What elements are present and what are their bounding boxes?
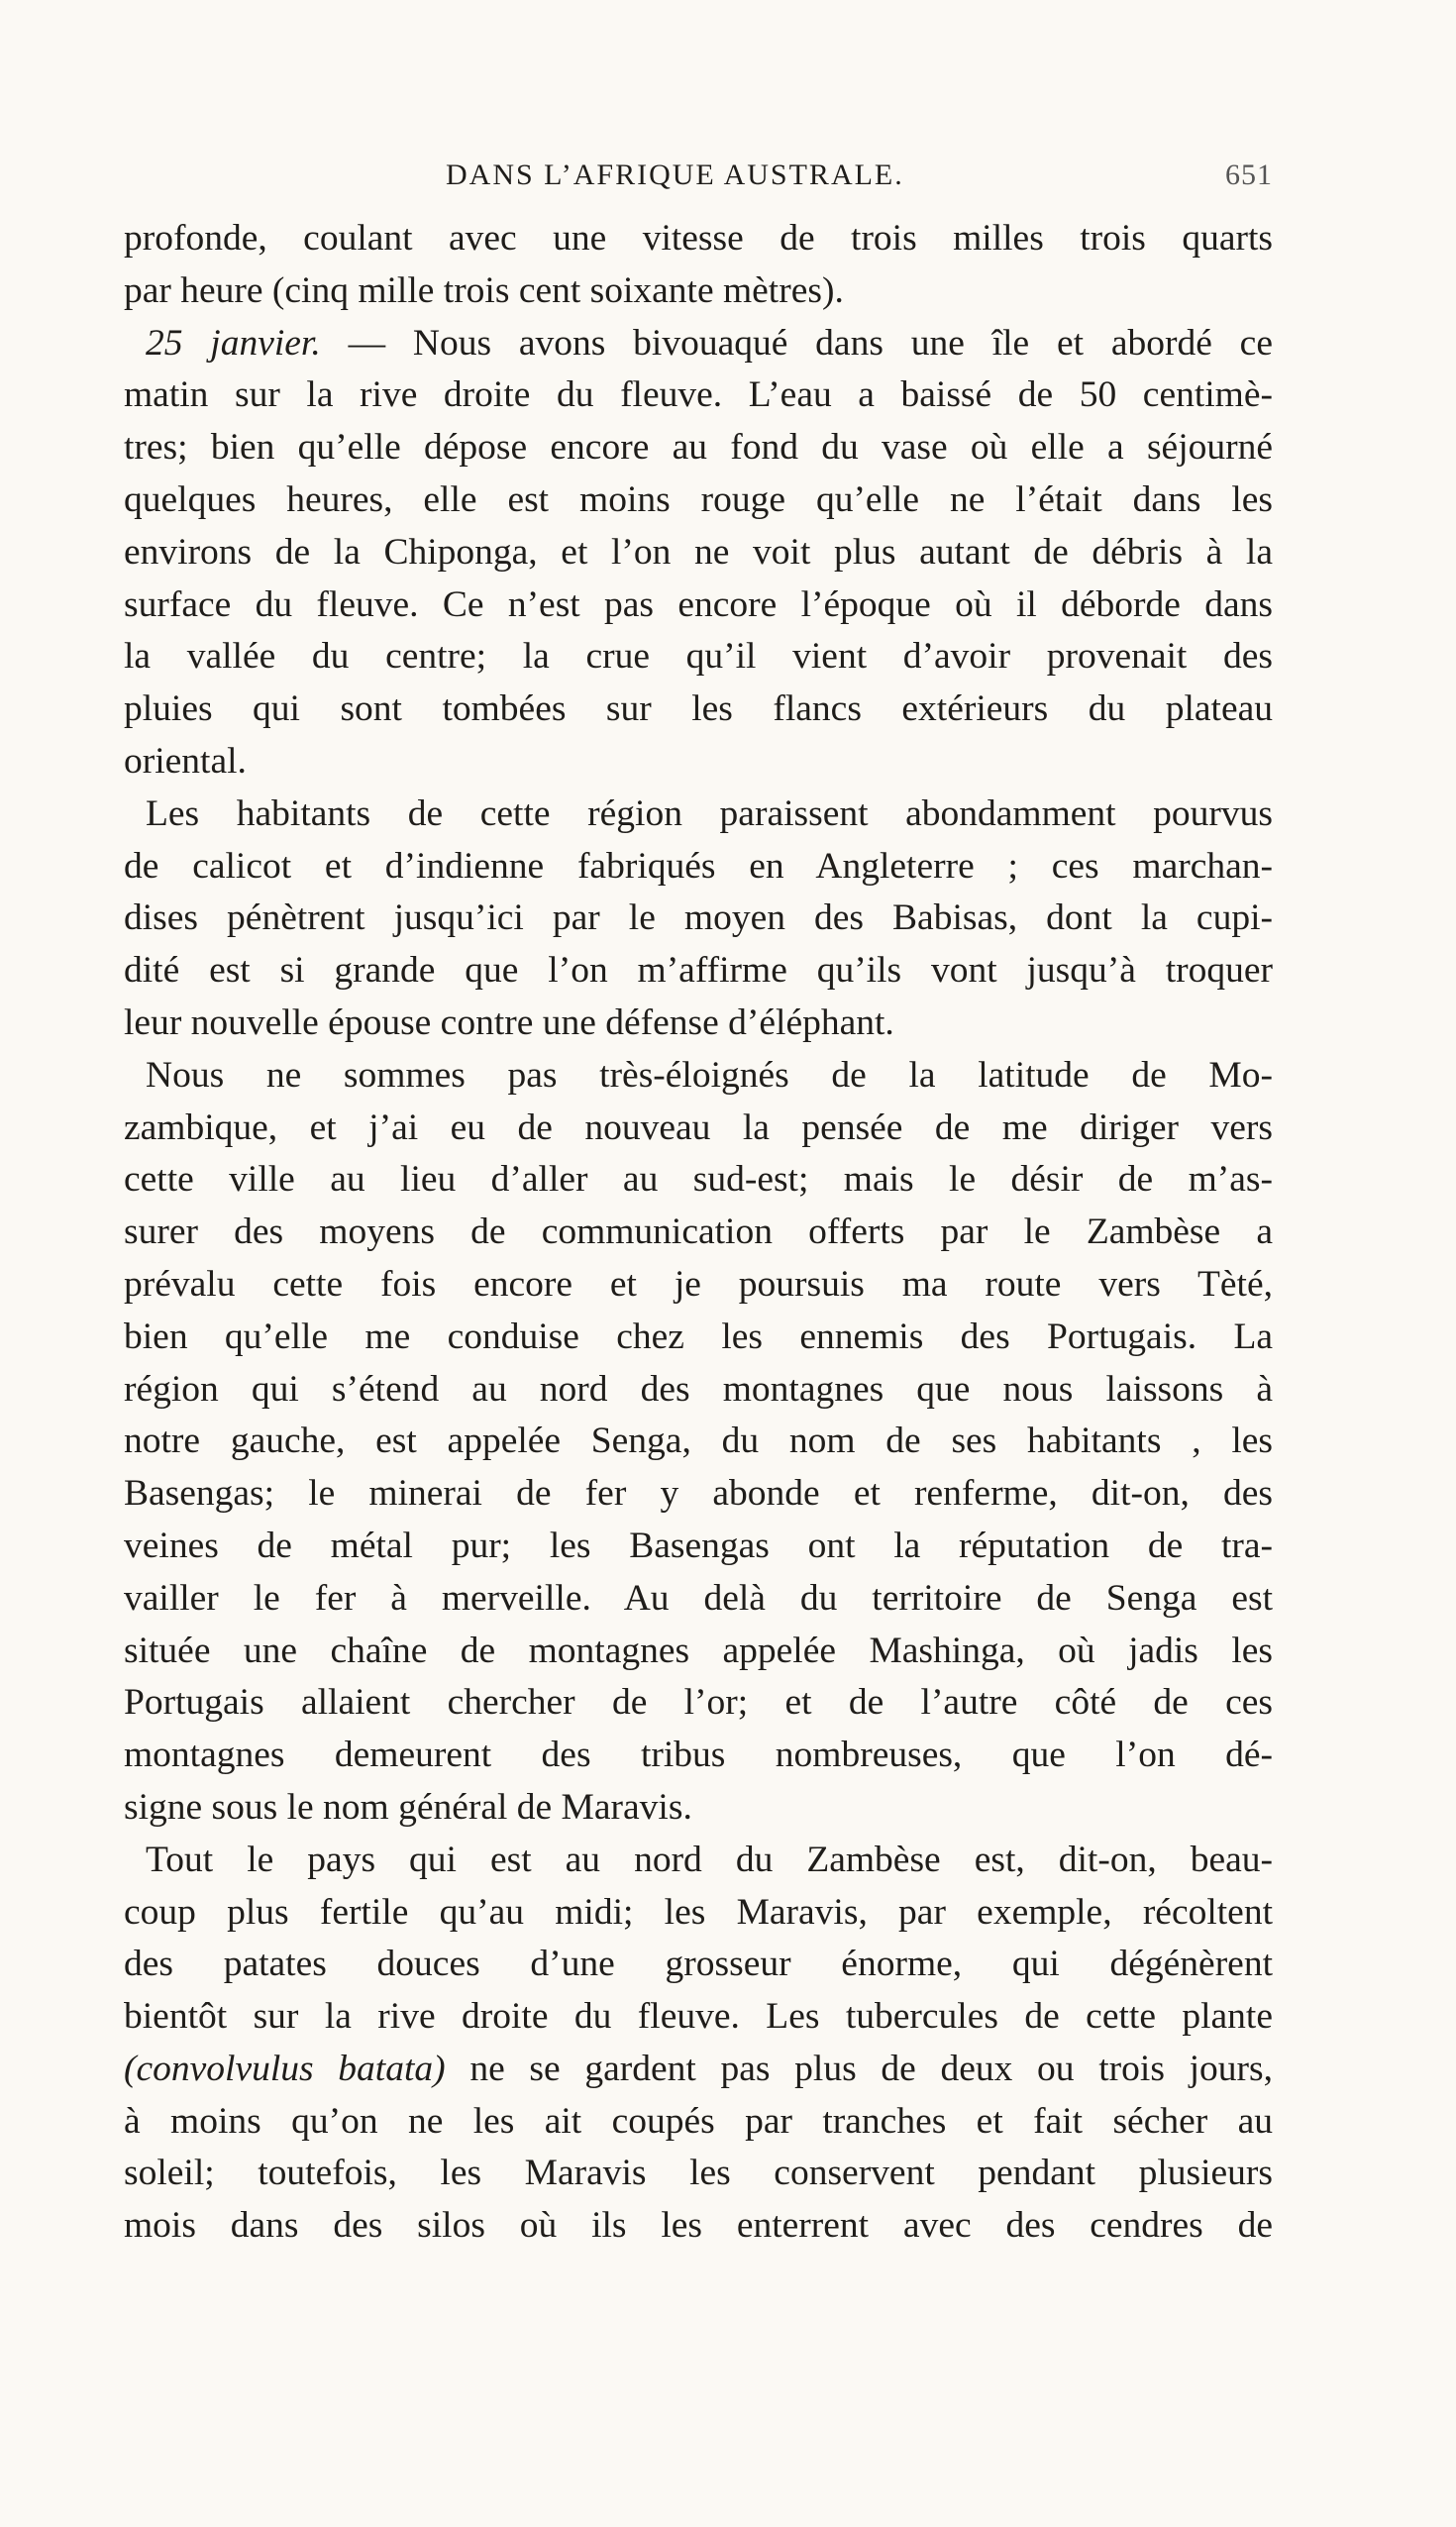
text-line: bien qu’elle me conduise chez les ennemis des Portugais. La xyxy=(124,1316,1273,1357)
text-line: par heure (cinq mille trois cent soixante mètres). xyxy=(124,269,844,311)
text-line: coup plus fertile qu’au midi; les Maravis, par exemple, récoltent xyxy=(124,1891,1273,1933)
text-line: située une chaîne de montagnes appelée Mashinga, où jadis les xyxy=(124,1630,1273,1671)
text-line-rest: — Nous avons bivouaqué dans une île et abordé ce xyxy=(348,322,1273,364)
text-line: cette ville au lieu d’aller au sud-est; mais le désir de m’as- xyxy=(124,1159,1273,1201)
text-line: quelques heures, elle est moins rouge qu’elle ne l’était dans les xyxy=(124,478,1273,520)
text-line: tres; bien qu’elle dépose encore au fond du vase où elle a séjourné xyxy=(124,427,1273,469)
text-line: de calicot et d’indienne fabriqués en Angleterre ; ces marchan- xyxy=(124,845,1273,887)
text-line: bientôt sur la rive droite du fleuve. Les tubercules de cette plante xyxy=(124,1996,1273,2038)
text-line: Basengas; le minerai de fer y abonde et renferme, dit-on, des xyxy=(124,1473,1273,1515)
text-line-rest: ne se gardent pas plus de deux ou trois jours, xyxy=(469,2048,1273,2089)
text-line: oriental. xyxy=(124,740,247,782)
latin-name: (convolvulus batata) xyxy=(124,2048,446,2089)
text-line xyxy=(124,2044,1273,2096)
text-line: région qui s’étend au nord des montagnes que nous laissons à xyxy=(124,1368,1273,1410)
text-line: notre gauche, est appelée Senga, du nom de ses habitants , les xyxy=(124,1421,1273,1462)
text-line: montagnes demeurent des tribus nombreuses, que l’on dé- xyxy=(124,1735,1273,1776)
text-line: pluies qui sont tombées sur les flancs extérieurs du plateau xyxy=(124,688,1273,730)
running-title: DANS L’AFRIQUE AUSTRALE. xyxy=(446,158,904,191)
date-label: 25 janvier. xyxy=(146,322,321,364)
text-line: Portugais allaient chercher de l’or; et de l’autre côté de ces xyxy=(124,1682,1273,1724)
text-line: mois dans des silos où ils les enterrent avec des cendres de xyxy=(124,2205,1273,2247)
text-line: surer des moyens de communication offerts par le Zambèse a xyxy=(124,1211,1273,1253)
body-text xyxy=(124,213,1273,2253)
text-line: soleil; toutefois, les Maravis les conservent pendant plusieurs xyxy=(124,2153,1273,2194)
text-line: veines de métal pur; les Basengas ont la réputation de tra- xyxy=(124,1525,1273,1566)
text-line: Nous ne sommes pas très-éloignés de la latitude de Mo- xyxy=(146,1054,1273,1096)
text-line xyxy=(124,318,1273,370)
text-line: signe sous le nom général de Maravis. xyxy=(124,1786,692,1828)
text-line: à moins qu’on ne les ait coupés par tranches et fait sécher au xyxy=(124,2100,1273,2142)
text-line: zambique, et j’ai eu de nouveau la pensée de me diriger vers xyxy=(124,1106,1273,1148)
text-line: matin sur la rive droite du fleuve. L’eau a baissé de 50 centimè- xyxy=(124,374,1273,416)
text-line: leur nouvelle épouse contre une défense d’éléphant. xyxy=(124,1001,894,1043)
page-number: 651 xyxy=(1225,158,1273,191)
text-line: la vallée du centre; la crue qu’il vient d’avoir provenait des xyxy=(124,636,1273,678)
text-line: Les habitants de cette région paraissent abondamment pourvus xyxy=(146,792,1273,834)
text-line: vailler le fer à merveille. Au delà du territoire de Senga est xyxy=(124,1577,1273,1619)
text-line: surface du fleuve. Ce n’est pas encore l’époque où il déborde dans xyxy=(124,583,1273,625)
text-line: environs de la Chiponga, et l’on ne voit plus autant de débris à la xyxy=(124,531,1273,573)
text-line: profonde, coulant avec une vitesse de trois milles trois quarts xyxy=(124,218,1273,259)
text-line: dité est si grande que l’on m’affirme qu’ils vont jusqu’à troquer xyxy=(124,950,1273,992)
text-line: Tout le pays qui est au nord du Zambèse est, dit-on, beau- xyxy=(146,1839,1273,1880)
running-header xyxy=(124,158,1273,202)
text-line: dises pénètrent jusqu’ici par le moyen des Babisas, dont la cupi- xyxy=(124,897,1273,939)
text-line: des patates douces d’une grosseur énorme, qui dégénèrent xyxy=(124,1944,1273,1985)
text-line: prévalu cette fois encore et je poursuis ma route vers Tèté, xyxy=(124,1263,1273,1305)
